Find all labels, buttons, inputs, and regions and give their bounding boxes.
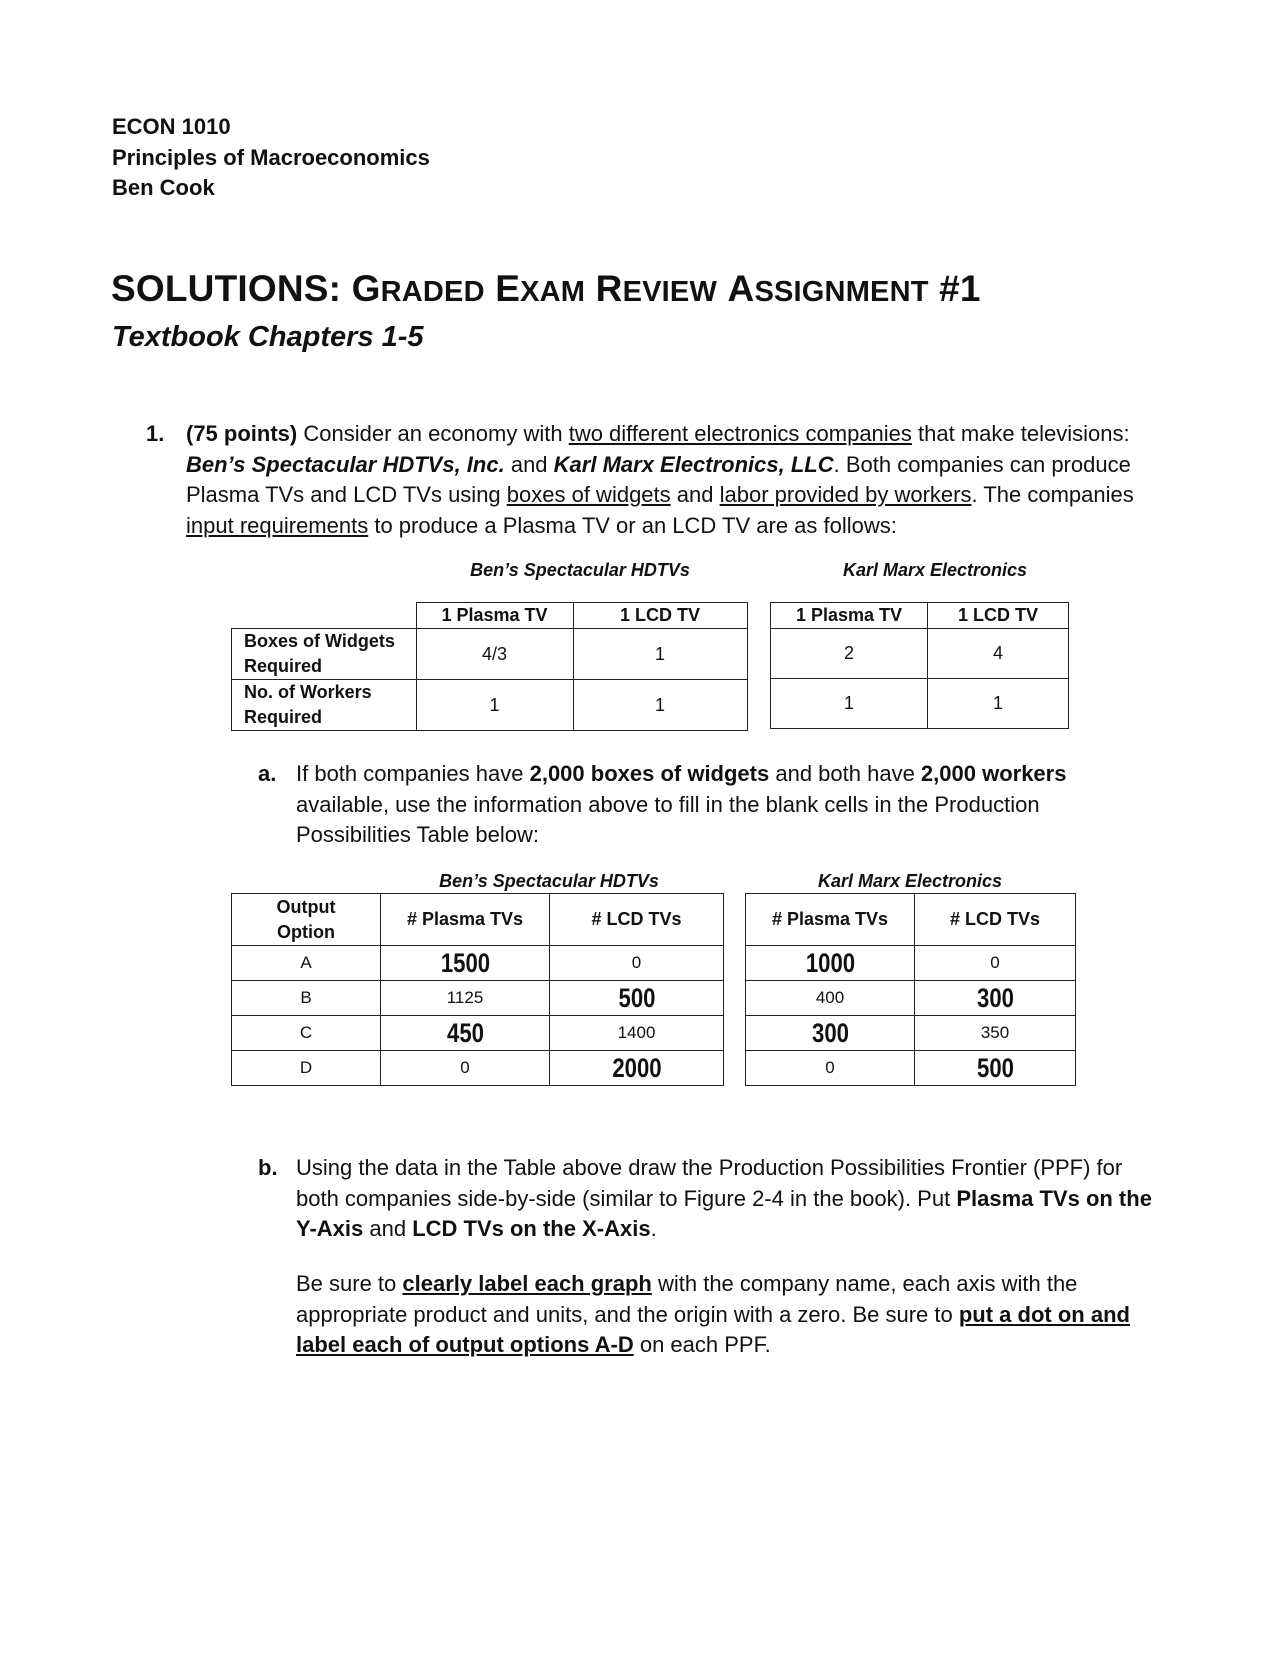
text: that make televisions: [911,421,1130,446]
underlined-text: input requirements [186,512,369,538]
title-word-rest: XAM [520,276,586,308]
part-b-instructions [296,1269,1136,1361]
table-cell: 1 [771,679,928,729]
underlined-text: two different electronics companies [568,421,912,446]
column-header: 1 LCD TV [573,603,747,629]
input-table-caption-ben: Ben’s Spectacular HDTVs [470,560,690,580]
text: to produce a Plasma TV or an LCD TV are as follows: [368,512,897,538]
ppt-table-km [745,893,1076,1086]
table-cell: 400 [746,981,915,1016]
input-table-km [770,602,1069,729]
course-code: ECON 1010 [112,114,231,139]
text: and [670,482,720,507]
table-cell: 1 [573,680,747,731]
column-header: 1 Plasma TV [771,603,928,629]
text: . Both companies can produce Plasma TVs and LCD TVs using [186,451,1131,507]
table-cell: 4/3 [416,629,573,680]
row-label-line: Required [244,707,323,727]
company-name: Ben’s Spectacular HDTVs, Inc. [186,451,505,477]
text: and both have [769,761,921,786]
answer-cell: 1000 [761,946,900,981]
title-word-rest: RADED [380,276,485,308]
underlined-text: boxes of widgets [506,482,671,507]
output-option-label: C [232,1016,381,1051]
title-number: #1 [939,268,981,309]
ppt-caption-ben: Ben’s Spectacular HDTVs [439,871,659,891]
empty-corner-cell [232,603,417,629]
table-cell: 0 [381,1051,550,1086]
bold-text: 2,000 boxes of widgets [529,761,770,786]
bold-text: Plasma TVs on the Y-Axis [296,1185,1152,1241]
output-option-label: D [232,1051,381,1086]
title-word-rest: SSIGNMENT [754,276,929,308]
answer-cell: 500 [565,981,708,1016]
column-header: # Plasma TVs [381,894,550,946]
question-1-text [186,419,1146,541]
text: and [504,451,554,477]
text: Be sure to [296,1271,403,1296]
table-cell: 1 [928,679,1069,729]
answer-cell: 300 [761,1016,900,1051]
course-name: Principles of Macroeconomics [112,145,430,170]
title-prefix: SOLUTIONS: [111,268,352,309]
part-a-text [296,759,1096,851]
table-cell: 1125 [381,981,550,1016]
table-cell: 0 [550,946,724,981]
table-cell: 0 [915,946,1076,981]
bold-text: LCD TVs on the X-Axis [412,1216,651,1241]
table-cell: 2 [771,629,928,679]
ppt-caption-km: Karl Marx Electronics [817,871,1003,891]
title-word-initial: G [351,268,381,309]
title-word-initial: A [727,268,755,309]
page-title [111,268,981,310]
table-cell: 1 [416,680,573,731]
table-cell: 1400 [550,1016,724,1051]
text: available, use the information above to fill in the blank cells in the Production Possibilities Table below: [296,791,1040,847]
row-label-line: Boxes of Widgets [244,631,395,651]
column-header: # LCD TVs [550,894,724,946]
title-word-initial: R [595,268,623,309]
answer-cell: 450 [396,1016,535,1051]
header-line: Option [277,921,335,942]
text: If both companies have [296,761,530,786]
answer-cell: 500 [929,1051,1061,1086]
input-table-caption-km: Karl Marx Electronics [842,560,1028,580]
ppt-table-ben [231,893,724,1086]
text: with the company name, each axis with the appropriate product and units, and the origin with a zero. Be sure to [296,1271,1078,1327]
answer-cell: 2000 [565,1051,708,1086]
bold-underlined-text: clearly label each graph [402,1271,652,1296]
text: Using the data in the Table above draw the Production Possibilities Frontier (PPF) for both companies side-by-side (similar to Figure 2-4 in the book). Put [296,1155,1123,1211]
answer-cell: 1500 [396,946,535,981]
column-header: 1 Plasma TV [416,603,573,629]
output-option-label: B [232,981,381,1016]
table-cell: 0 [746,1051,915,1086]
table-cell: 4 [928,629,1069,679]
row-label-line: Required [244,656,323,676]
header-line: Output [276,896,336,917]
bold-underlined-text: put a dot on and label each of output options A-D [296,1301,1130,1357]
page-subtitle: Textbook Chapters 1-5 [112,321,424,353]
row-label [232,680,417,731]
table-cell: 1 [573,629,747,680]
instructor-name: Ben Cook [112,175,215,200]
row-label-line: No. of Workers [244,682,372,702]
column-header: # LCD TVs [915,894,1076,946]
text: . [650,1216,657,1241]
question-number: 1. [146,421,165,446]
input-table-ben [231,602,748,731]
text: Consider an economy with [297,421,569,446]
answer-cell: 300 [929,981,1061,1016]
text: on each PPF. [633,1332,771,1357]
company-name: Karl Marx Electronics, LLC [553,451,834,477]
part-a-letter: a. [258,761,277,786]
underlined-text: labor provided by workers [719,482,972,507]
bold-text: 2,000 workers [920,761,1067,786]
column-header: 1 LCD TV [928,603,1069,629]
column-header-output-option [232,894,381,946]
text: and [363,1216,413,1241]
row-label [232,629,417,680]
text: . The companies [971,482,1134,507]
question-points: (75 points) [186,421,298,446]
output-option-label: A [232,946,381,981]
table-cell: 350 [915,1016,1076,1051]
title-word-rest: EVIEW [622,276,718,308]
column-header: # Plasma TVs [746,894,915,946]
part-b-text [296,1153,1156,1245]
part-b-letter: b. [258,1155,278,1180]
title-word-initial: E [495,268,521,309]
